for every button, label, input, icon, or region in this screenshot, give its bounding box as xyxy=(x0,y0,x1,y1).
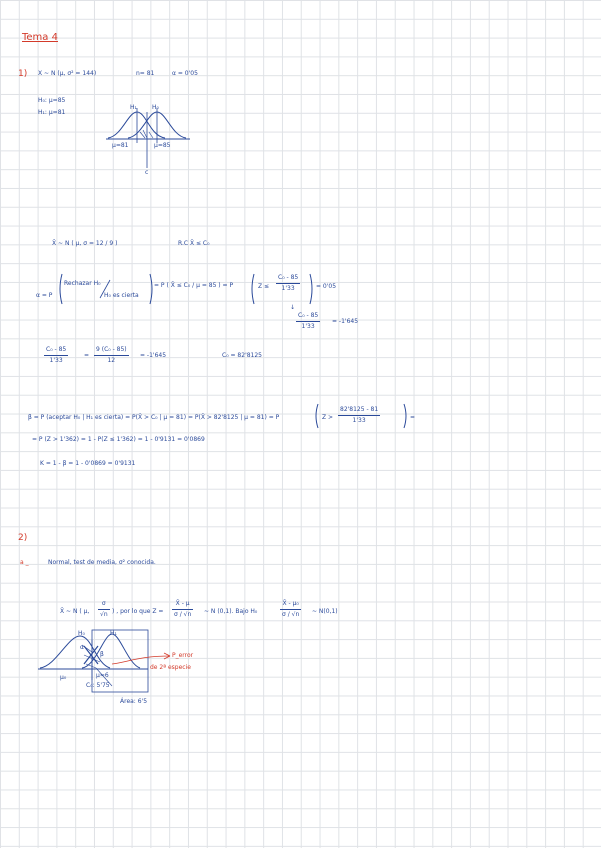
z0-numerator: X̄ - μ₀ xyxy=(282,600,299,607)
z-distribution-under-h0: ~ N (0,1). Bajo H₀ xyxy=(204,608,258,615)
beta-z-denominator: 1'33 xyxy=(352,417,366,424)
sketch2-axis-mu: μ=6 xyxy=(96,672,109,679)
rejection-region: R.C X̄ ≤ C₀ xyxy=(178,240,210,247)
beta-line-1: β = P (aceptar H₀ | H₁ es cierta) = P(X̄ > C₀ | μ = 81) = P(X̄ > 82'8125 | μ = 81) = P xyxy=(28,414,280,421)
alpha-z-denominator: 1'33 xyxy=(281,285,295,292)
box-area-label: Área: 6'5 xyxy=(120,698,148,705)
alpha-condition-h0: H₀ es cierta xyxy=(104,292,139,299)
alt-hypothesis: H₁: μ=81 xyxy=(38,109,66,116)
part-a-statement: Normal, test de media, σ² conocida. xyxy=(48,559,156,566)
beta-equals: = xyxy=(410,414,416,421)
solve-numerator-1: C₀ - 85 xyxy=(46,346,67,353)
equals-sign: = xyxy=(84,352,90,359)
alpha-z-numerator: C₀ - 85 xyxy=(278,274,299,281)
z-denominator: σ / √n xyxy=(174,611,192,618)
alpha-condition-reject: Rechazar H₀ xyxy=(64,280,101,287)
sample-size: n= 81 xyxy=(136,70,155,77)
curve-label-h1: H₁ xyxy=(130,104,137,111)
sketch2-axis-mu0: μ₀ xyxy=(60,674,67,681)
critical-value: = -1'645 xyxy=(332,318,359,325)
significance-level: α = 0'05 xyxy=(172,70,198,77)
sample-mean-distribution: X̄ ~ N ( μ, σ = 12 / 9 ) xyxy=(52,240,118,247)
critical-denominator: 1'33 xyxy=(301,323,315,330)
curve-label-h0: H₀ xyxy=(152,104,159,111)
null-hypothesis: H₀: μ=85 xyxy=(38,97,66,104)
page-title: Tema 4 xyxy=(22,32,58,43)
z-definition-lhs: ) , por lo que Z = xyxy=(112,608,164,615)
alpha-value: = 0'05 xyxy=(316,283,337,290)
sketch2-label-alpha: α xyxy=(80,644,84,651)
implication-arrow: ↓ xyxy=(290,304,296,311)
beta-line-2: = P (Z > 1'362) = 1 - P(Z ≤ 1'362) = 1 - 0'9131 = 0'0869 xyxy=(32,436,205,443)
sketch2-axis-c0: C₀: 5'75 xyxy=(86,682,110,689)
alpha-probability-expression: = P ( X̄ ≤ C₀ / μ = 85 ) = P xyxy=(154,282,234,289)
solve-numerator-2: 9 (C₀ - 85) xyxy=(96,346,127,353)
sigma-numerator: σ xyxy=(101,600,106,607)
beta-z-lhs: Z > xyxy=(322,414,334,421)
sketch2-label-h1: H₁ xyxy=(110,630,117,637)
solve-denominator-1: 1'33 xyxy=(49,357,63,364)
exercise-2-number: 2) xyxy=(18,533,28,543)
alpha-lhs: α = P xyxy=(36,292,53,299)
axis-label-mu1: μ=81 xyxy=(112,142,129,149)
annotation-error-prob: P_error xyxy=(172,652,194,659)
sketch2-label-h0: H₀ xyxy=(78,630,85,637)
axis-label-mu0: μ=85 xyxy=(154,142,171,149)
sigma-denominator: √n xyxy=(100,611,108,618)
alpha-z-lhs: Z ≤ xyxy=(258,283,270,290)
critical-c0: C₀ = 82'8125 xyxy=(222,352,262,359)
beta-z-numerator: 82'8125 - 81 xyxy=(340,406,379,413)
test-power: K = 1 - β = 1 - 0'0869 = 0'9131 xyxy=(40,460,136,467)
part-a-label: a _ xyxy=(20,559,29,566)
solve-denominator-2: 12 xyxy=(107,357,116,364)
critical-numerator: C₀ - 85 xyxy=(298,312,319,319)
z0-distribution: ~ N(0,1) xyxy=(312,608,338,615)
z0-denominator: σ / √n xyxy=(282,611,300,618)
sketch2-label-beta: β xyxy=(100,651,104,658)
exercise-1-number: 1) xyxy=(18,69,28,79)
annotation-type-two: de 2ª especie xyxy=(150,664,191,671)
solve-rhs: = -1'645 xyxy=(140,352,167,359)
z-numerator: X̄ - μ xyxy=(175,600,190,607)
cutoff-label: c xyxy=(145,169,149,176)
xbar-distribution-lhs: X̄ ~ N ( μ, xyxy=(60,608,90,615)
given-distribution: X ~ N (μ, σ² = 144) xyxy=(38,70,97,77)
